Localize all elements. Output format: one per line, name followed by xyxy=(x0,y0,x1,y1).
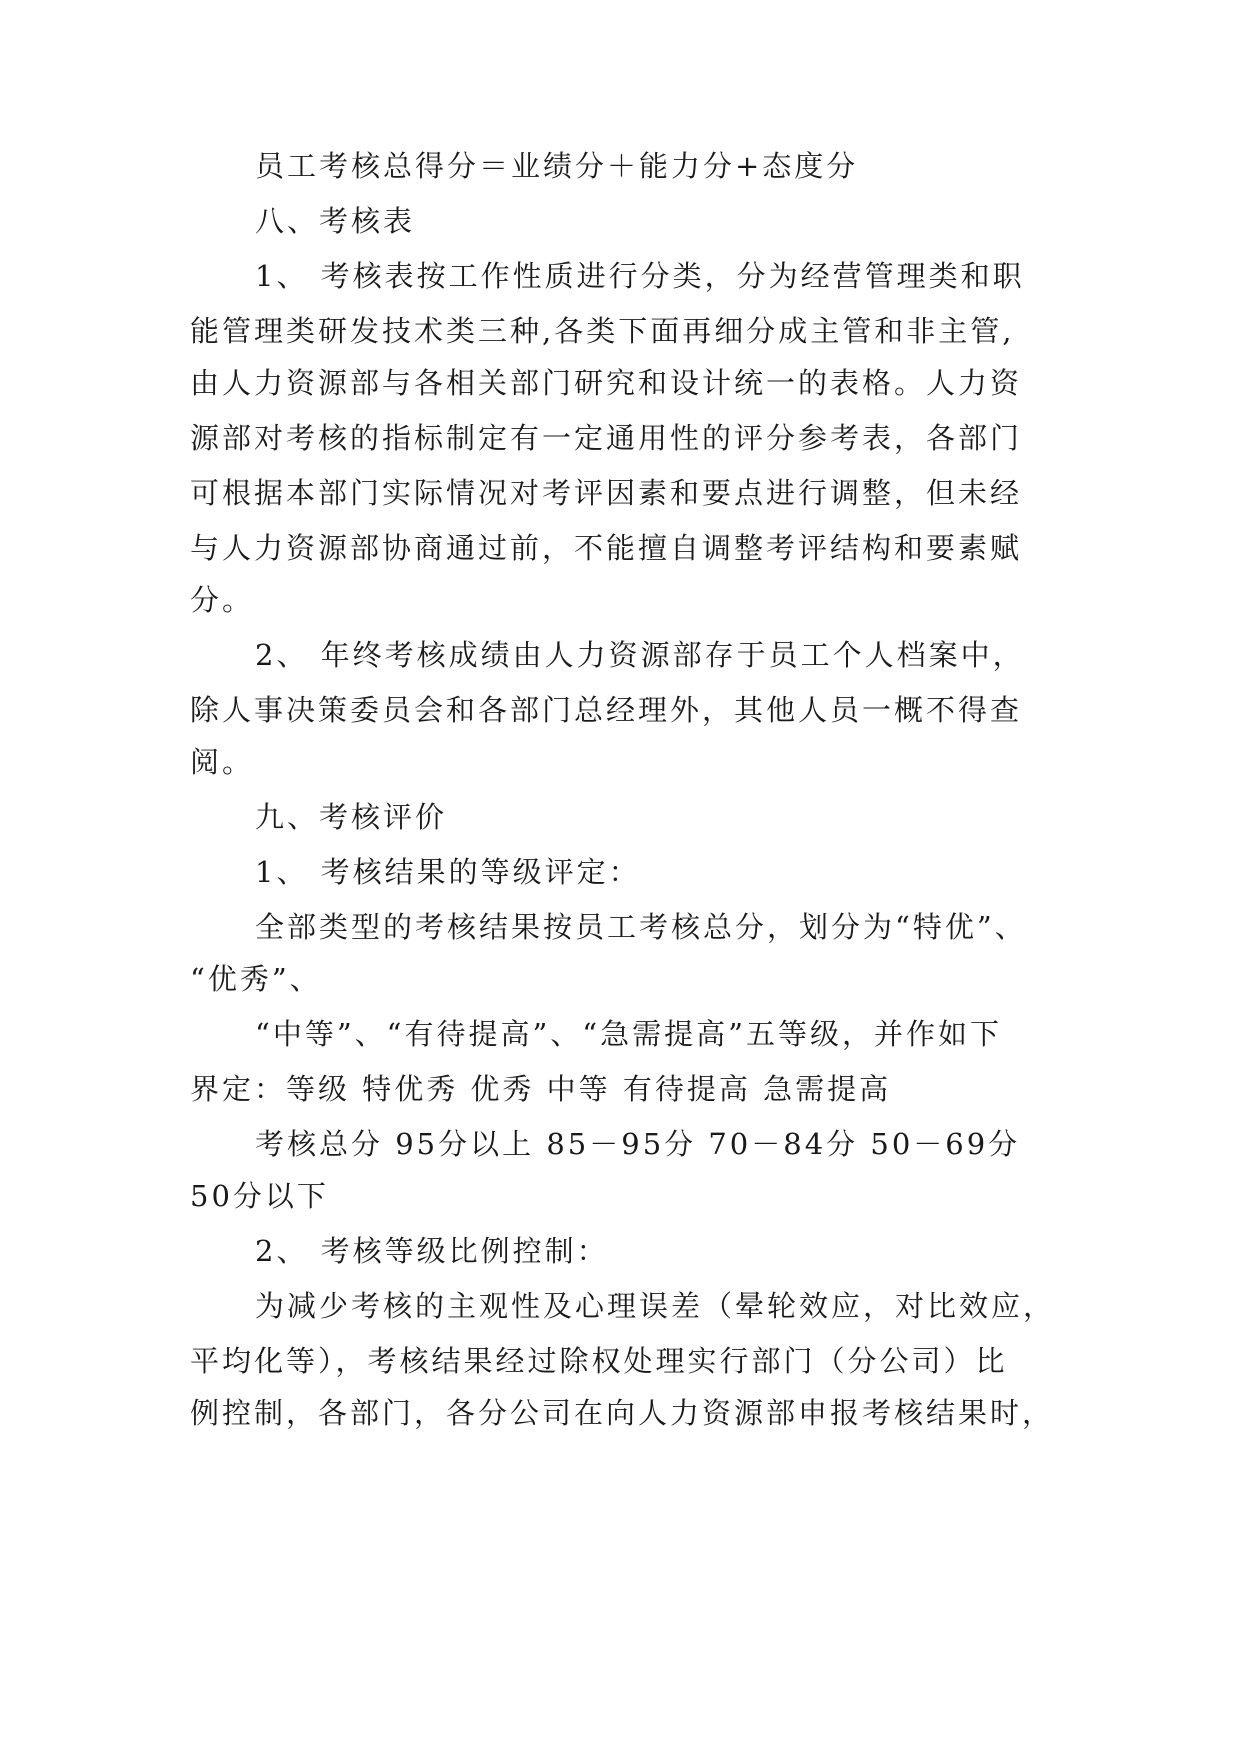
grade-levels-line: 界定：等级 特优秀 优秀 中等 有待提高 急需提高 xyxy=(190,1072,892,1106)
paragraph-line: 阅。 xyxy=(190,745,255,779)
paragraph-line: “中等”、“有待提高”、“急需提高”五等级，并作如下 xyxy=(255,1017,1002,1051)
paragraph-line: 由人力资源部与各相关部门研究和设计统一的表格。人力资 xyxy=(190,366,1023,400)
paragraph-line: 除人事决策委员会和各部门总经理外，其他人员一概不得查 xyxy=(190,693,1023,727)
paragraph-line: 为减少考核的主观性及心理误差（晕轮效应，对比效应， xyxy=(255,1289,1056,1323)
paragraph-line: “优秀”、 xyxy=(190,962,322,996)
subheading-line: 1、 考核结果的等级评定： xyxy=(255,855,641,889)
paragraph-line: 2、 年终考核成绩由人力资源部存于员工个人档案中， xyxy=(255,638,1025,672)
section-heading-9: 九、考核评价 xyxy=(255,800,448,834)
paragraph-line: 与人力资源部协商通过前，不能擅自调整考评结构和要素赋 xyxy=(190,531,1023,565)
score-ranges-line: 50分以下 xyxy=(190,1179,329,1213)
paragraph-line: 源部对考核的指标制定有一定通用性的评分参考表，各部门 xyxy=(190,421,1023,455)
paragraph-line: 平均化等），考核结果经过除权处理实行部门（分公司）比 xyxy=(190,1344,1008,1378)
subheading-line: 2、 考核等级比例控制： xyxy=(255,1234,609,1268)
score-ranges-line: 考核总分 95分以上 85－95分 70－84分 50－69分 xyxy=(255,1127,1021,1161)
paragraph-line: 例控制，各部门，各分公司在向人力资源部申报考核结果时， xyxy=(190,1396,1055,1430)
paragraph-line: 1、 考核表按工作性质进行分类，分为经营管理类和职 xyxy=(255,259,1025,293)
formula-line: 员工考核总得分＝业绩分＋能力分+态度分 xyxy=(255,149,859,183)
paragraph-line: 分。 xyxy=(190,583,255,617)
paragraph-line: 全部类型的考核结果按员工考核总分，划分为“特优”、 xyxy=(255,910,1027,944)
paragraph-line: 能管理类研发技术类三种,各类下面再细分成主管和非主管, xyxy=(190,314,1015,348)
section-heading-8: 八、考核表 xyxy=(255,204,416,238)
paragraph-line: 可根据本部门实际情况对考评因素和要点进行调整，但未经 xyxy=(190,476,1023,510)
